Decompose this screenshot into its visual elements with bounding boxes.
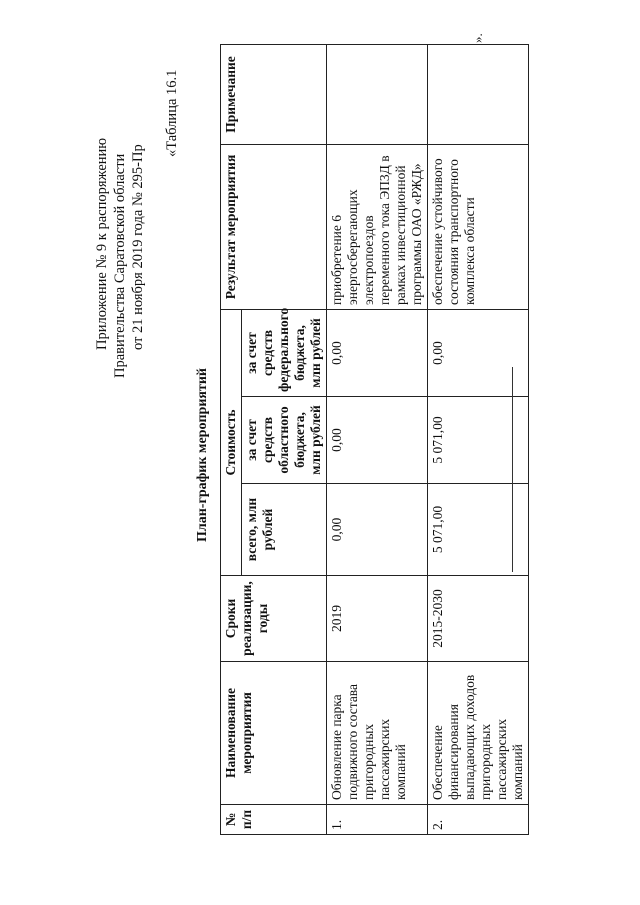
cell-term: 2019 xyxy=(327,576,428,662)
header-result: Результат мероприятия xyxy=(221,145,327,310)
cell-federal: 0,00 xyxy=(428,310,529,397)
appendix-line-2: Правительства Саратовской области xyxy=(112,153,128,378)
cell-result: обеспечение устойчивого состояния транспортного комплекса области xyxy=(428,145,529,310)
cell-note xyxy=(428,45,529,145)
header-regional: за счет средств областного бюджета, млн рублей xyxy=(242,397,327,484)
cell-total: 0,00 xyxy=(327,484,428,576)
plan-title: План-график мероприятий xyxy=(195,368,210,542)
table-label: «Таблица 16.1 xyxy=(164,69,180,157)
cell-num: 2. xyxy=(428,805,529,835)
cell-num: 1. xyxy=(327,805,428,835)
table-row xyxy=(327,45,428,835)
cell-federal: 0,00 xyxy=(327,310,428,397)
header-note: Примечание xyxy=(221,45,327,145)
closing-quote-mark: ». xyxy=(470,33,485,43)
cell-regional: 0,00 xyxy=(327,397,428,484)
cell-result: приобретение 6 энергосберегающих электропоездов переменного тока ЭП3Д в рамках инвестиционной программы ОАО «РЖД» xyxy=(327,145,428,310)
header-federal: за счет средств федерального бюджета, млн рублей xyxy=(242,310,327,397)
appendix-line-1: Приложение № 9 к распоряжению xyxy=(94,137,110,350)
cell-total: 5 071,00 xyxy=(428,484,529,576)
header-term: Сроки реализации, годы xyxy=(221,576,327,662)
plan-table xyxy=(220,44,529,835)
table-row xyxy=(428,45,529,835)
appendix-line-3: от 21 ноября 2019 года № 295-Пр xyxy=(130,144,146,350)
header-name: Наименование мероприятия xyxy=(221,662,327,805)
header-total: всего, млн рублей xyxy=(242,484,327,576)
cell-term: 2015-2030 xyxy=(428,576,529,662)
header-num: № п/п xyxy=(221,805,327,835)
header-cost: Стоимость xyxy=(221,310,242,576)
cell-name: Обеспечение финансирования выпадающих доходов пригородных пассажирских компаний xyxy=(428,662,529,805)
signature-line xyxy=(512,367,513,572)
cell-name: Обновление парка подвижного состава пригородных пассажирских компаний xyxy=(327,662,428,805)
cell-regional: 5 071,00 xyxy=(428,397,529,484)
cell-note xyxy=(327,45,428,145)
